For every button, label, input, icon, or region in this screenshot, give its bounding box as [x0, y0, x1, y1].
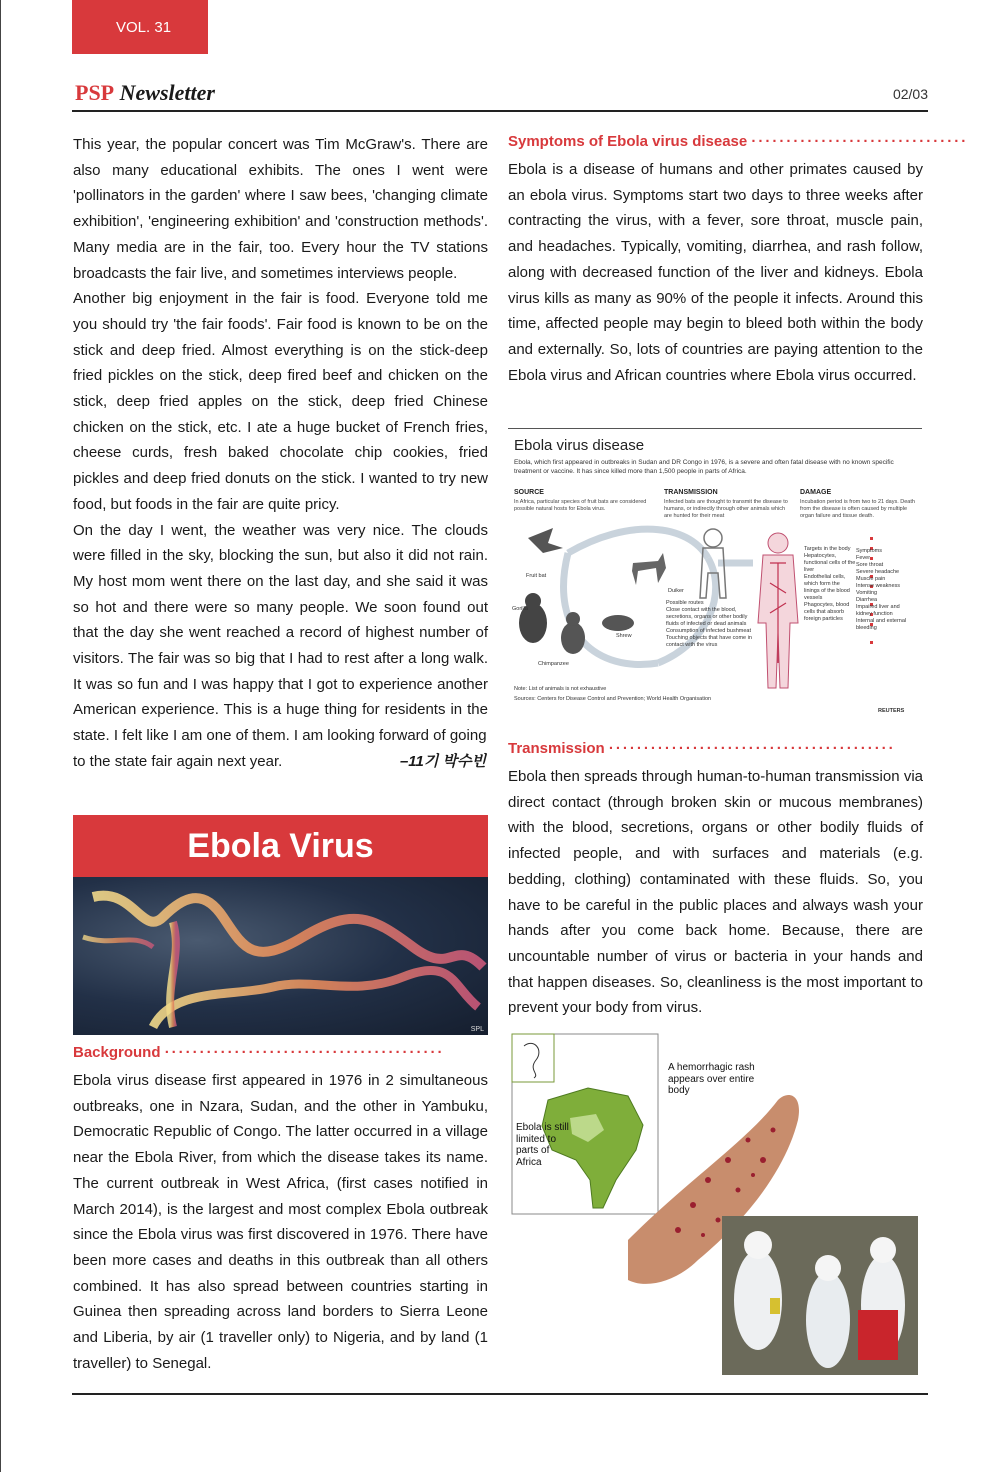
targets-heading: Targets in the body — [804, 546, 851, 552]
route-item: Touching objects that have come in contact with the virus — [666, 635, 752, 648]
transmission-text-ig: Infected bats are thought to transmit the disease to humans, or indirectly through other animals which are hunted for their meat — [664, 499, 788, 519]
routes-heading: Possible routes — [666, 600, 704, 606]
author-name: –11기 박수빈 — [399, 752, 486, 770]
heading-dots: ········································· — [608, 740, 896, 757]
infographic-rule — [508, 428, 922, 429]
label-chimpanzee: Chimpanzee — [538, 661, 569, 667]
symptom-item: Internal and external bleeding — [856, 618, 907, 631]
symptoms-list — [856, 548, 916, 632]
brand-psp: PSP — [75, 80, 115, 105]
target-item: Hepatocytes, functional cells of the liver — [804, 553, 856, 573]
infographic-title: Ebola virus disease — [514, 437, 645, 454]
volume-tab — [72, 0, 208, 54]
ebola-photo-collage — [508, 1030, 918, 1375]
body-organs-icon — [758, 533, 798, 688]
label-duiker: Duiker — [668, 588, 684, 594]
signoff — [73, 749, 488, 775]
symptom-item: Intense weakness — [856, 583, 901, 589]
symptom-item: Diarrhea — [856, 597, 878, 603]
label-shrew: Shrew — [616, 633, 632, 639]
transmission-heading — [508, 740, 923, 757]
symptom-item: Sore throat — [856, 562, 884, 568]
volume-label: VOL. 31 — [116, 18, 172, 36]
virus-filament-graphic — [73, 877, 488, 1035]
background-article — [73, 1068, 488, 1376]
symptom-item: Fever — [856, 555, 871, 561]
targets-list — [804, 546, 856, 623]
africa-label: Ebola is still limited to parts of Africa — [516, 1122, 569, 1168]
banner-title: Ebola Virus — [187, 826, 374, 865]
damage-text: Incubation period is from two to 21 days. Death from the disease is often caused by multiple organ failure and tissue death. — [800, 499, 915, 519]
routes-list — [666, 600, 754, 649]
masthead — [72, 80, 928, 110]
transmission-heading-ig: TRANSMISSION — [664, 489, 718, 496]
infographic-note: Note: List of animals is not exhaustive — [514, 686, 607, 692]
transmission-text: Ebola then spreads through human-to-human transmission via direct contact (through broken skin or mucous membranes) with the blood, secretions, organs or other bodily fluids of infected people, and with surfaces and materials (e.g. bedding, clothing) contaminated with these fluids. So, you have to be careful in the public places and always wash your hands after you come back home. Because, there are uncountable number of virus or bacteria in your hands and that happen diseases. So, cleanliness is the most important to prevent your body from virus. — [508, 768, 923, 1017]
symptoms-heading — [508, 133, 969, 150]
fair-paragraph-1: This year, the popular concert was Tim McGraw's. There are also many educational exhibits. The ones I went were 'pollinators in the garden' where I saw bees, 'changing climate exhibition', 'engineering exhibition' and 'construction methods'. Many media are in the fair, too. Every hour the TV stations broadcasts the fair live, and sometimes interviews people. — [73, 136, 488, 282]
background-text: Ebola virus disease first appeared in 1976 in 2 simultaneous outbreaks, one in Nzara, Sudan, and the other in Yambuku, Democratic Republic of Congo. The latter occurred in a village near the Ebola River, from which the disease takes its name. The current outbreak in West Africa, (first cases notified in March 2014), is the largest and most complex Ebola outbreak since the Ebola virus was first discovered in 1976. There have been more cases and deaths in this outbreak than all others combined. It has also spread between countries starting in Guinea then spreading across land borders to Sierra Leone and Liberia, by air (1 traveller only) to Nigeria, and by land (1 traveller) to Senegal. — [73, 1072, 488, 1372]
symptom-item: Vomiting — [856, 590, 878, 596]
duiker-icon — [632, 553, 666, 585]
fair-paragraph-3: On the day I went, the weather was very nice. The clouds were filled in the sky, blocking the sun, but also it did not rain. My host mom went there on the last day, and she said it was so hot and there were so many people. We soon found out that the day she went reached a record of highest number of visitors. The fair was so big that I had to rest after a long walk. It was so fun and I was happy that I got to experience another American experience. This is a huge thing for residents in the state. I felt like I am one of them. I am looking forward of going — [73, 521, 488, 745]
symptoms-heading-text: Symptoms of Ebola virus disease — [508, 133, 748, 150]
page-edge — [0, 0, 1, 1472]
background-heading-text: Background — [73, 1044, 161, 1061]
ebola-infographic — [508, 428, 922, 718]
target-item: Phagocytes, blood cells that absorb foreign particles — [804, 602, 850, 622]
infographic-subtitle: Ebola, which first appeared in outbreaks in Sudan and DR Congo in 1976, is a severe and often fatal disease with no known specific treatment or vaccine. It has since killed more than 1,500 people in parts of Africa. — [514, 459, 894, 475]
label-fruit-bat: Fruit bat — [526, 573, 547, 579]
newsletter-brand — [75, 80, 215, 106]
symptoms-list-heading: Symptoms — [856, 548, 882, 554]
heading-dots: ········································ — [164, 1044, 445, 1061]
symptom-item: Impaired liver and kidney function — [856, 604, 900, 617]
symptom-item: Muscle pain — [856, 576, 886, 582]
footer-rule — [72, 1393, 928, 1395]
label-gorilla: Gorilla — [512, 606, 528, 612]
shrew-icon — [602, 615, 634, 631]
source-heading: SOURCE — [514, 489, 544, 496]
target-item: Endothelial cells, which form the linings of the blood vessels — [804, 574, 850, 601]
infographic-sources: Sources: Centers for Disease Control and Prevention; World Health Organisation — [514, 696, 712, 702]
symptom-item: Severe headache — [856, 569, 900, 575]
transmission-heading-text: Transmission — [508, 740, 605, 757]
transmission-article — [508, 764, 923, 1021]
fair-article — [73, 132, 488, 775]
brand-newsletter: Newsletter — [119, 80, 215, 105]
photo-credit: SPL — [470, 1026, 484, 1033]
background-heading — [73, 1044, 488, 1061]
route-item: Consumption of infected bushmeat — [666, 628, 751, 634]
gorilla-icon — [519, 593, 547, 643]
header-rule — [72, 110, 928, 112]
route-item: Close contact with the blood, secretions, organs or other bodily fluids of infected or dead animals — [666, 607, 748, 627]
rash-label: A hemorrhagic rash appears over entire body — [668, 1062, 755, 1096]
symptoms-article — [508, 157, 923, 388]
chimpanzee-icon — [561, 612, 585, 654]
fair-paragraph-2: Another big enjoyment in the fair is food. Everyone told me you should try 'the fair foods'. Fair food is known to be on the stick and deep fried. Almost everything is on the stick-deep fried pickles on the stick, deep fired beef and chicken on the stick, deep fried apples on the stick, deep fried Chinese chicken on the stick, etc. I ate a huge bucket of French fries, cheese curds, fresh baked chocolate chip cookies, fried pickles and deep fried donuts on the stick. I wanted to try new food, but foods in the fair are quite pricy. — [73, 290, 488, 513]
ebola-virus-micrograph — [73, 877, 488, 1035]
heading-dots: ······························· — [751, 133, 969, 150]
source-text: In Africa, particular species of fruit bats are considered possible natural hosts for Ebola virus. — [514, 499, 647, 512]
symptoms-text: Ebola is a disease of humans and other primates caused by an ebola virus. Symptoms start two days to three weeks after contracting the virus, with a fever, sore throat, muscle pain, and headaches. Typically, vomiting, diarrhea, and rash follow, along with decreased function of the liver and kidneys. Ebola virus kills as many as 90% of the people it infects. Around this time, affected people may begin to bleed both within the body and externally. So, lots of countries are paying attention to the Ebola virus and African countries where Ebola virus occurred. — [508, 161, 923, 384]
fruit-bat-icon — [528, 528, 563, 553]
page-number: 02/03 — [892, 86, 928, 102]
damage-heading: DAMAGE — [800, 489, 832, 496]
fair-paragraph-3-end: to the state fair again next year. — [73, 752, 283, 770]
infographic-credit: REUTERS — [878, 708, 905, 714]
ebola-banner — [73, 815, 488, 877]
